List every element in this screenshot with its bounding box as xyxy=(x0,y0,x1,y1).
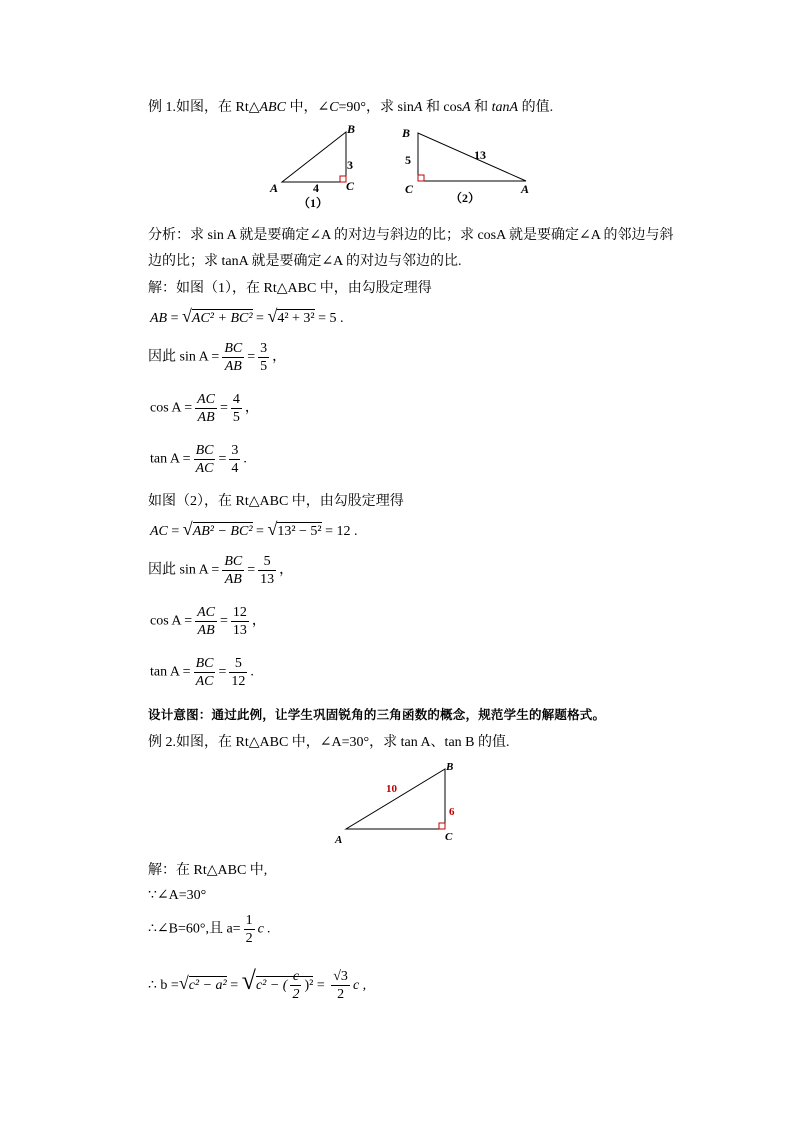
tan1-vden: 4 xyxy=(231,461,239,476)
example1-abc: ABC xyxy=(259,100,286,115)
tan1-num: BC xyxy=(195,443,214,458)
tan1-vnum: 3 xyxy=(231,443,239,458)
step2-num: √3 xyxy=(333,969,348,985)
sin2-value xyxy=(258,553,276,588)
eq-ab-radicand-2: 4² + 3² xyxy=(277,311,315,326)
side-ab-label-2: 13 xyxy=(474,148,486,162)
design-intent: 设计意图：通过此例，让学生巩固锐角的三角函数的概念，规范学生的解题格式。 xyxy=(148,707,606,722)
sin2-den: AB xyxy=(224,572,242,587)
side-ac-label-1: 4 xyxy=(313,181,319,195)
eq-ab-lhs: AB xyxy=(150,311,168,326)
cos1-num: AC xyxy=(197,392,216,407)
sin1-den: AB xyxy=(224,359,242,374)
figure-1-caption: （1） xyxy=(298,196,329,210)
sqrt-symbol: √ xyxy=(241,966,256,995)
solution2-intro: 如图（2），在 Rt△ABC 中，由勾股定理得 xyxy=(148,494,404,509)
solution2-tan xyxy=(150,655,254,690)
step1-den: 2 xyxy=(245,931,253,946)
sqrt-symbol: √ xyxy=(178,973,189,993)
eq-ab-radicand-1: AC² + BC² xyxy=(191,311,253,326)
solution1-tan xyxy=(150,442,247,477)
tan1-eq: = xyxy=(218,451,227,467)
step2-radicand-1: c² − a² xyxy=(188,978,227,993)
cos1-end: ， xyxy=(244,400,259,416)
vertex-b-label-1: B xyxy=(347,122,356,136)
example1-a2: A xyxy=(462,100,471,115)
triangle-1-shape xyxy=(282,132,346,182)
solution1-cos xyxy=(150,391,259,426)
sin2-prefix: 因此 sin A = xyxy=(148,562,220,578)
cos2-vnum: 12 xyxy=(232,605,247,620)
eq-ac-eq1: = xyxy=(167,524,183,539)
side-bc-label-3: 6 xyxy=(449,806,455,818)
example1-tana: tanA xyxy=(491,100,519,115)
solution3-step1 xyxy=(148,912,271,947)
sin1-value xyxy=(258,340,269,375)
vertex-c-label-3: C xyxy=(445,831,453,843)
step1-fraction xyxy=(244,912,255,947)
tan1-end: . xyxy=(243,451,247,467)
sin2-vnum: 5 xyxy=(258,553,276,571)
solution3-because: ∵∠A=30° xyxy=(148,888,207,903)
sin1-fraction xyxy=(222,340,244,375)
sin1-vden: 5 xyxy=(260,359,268,374)
vertex-a-label-2: A xyxy=(521,182,530,196)
triangle-figure-2 xyxy=(396,120,546,210)
cos1-den: AB xyxy=(197,410,215,425)
cos1-vden: 5 xyxy=(232,410,240,425)
sin2-vden: 13 xyxy=(260,572,275,587)
step2-rad2-num: c xyxy=(290,968,301,986)
right-angle-mark-3 xyxy=(439,823,445,829)
step2-eq2: = xyxy=(313,978,329,993)
tan1-fraction xyxy=(194,442,216,477)
cos1-fraction xyxy=(195,391,217,426)
sin1-prefix: 因此 sin A = xyxy=(148,349,220,365)
cos2-value xyxy=(231,604,249,639)
eq-ac-eq2: = xyxy=(252,524,268,539)
cos1-vnum: 4 xyxy=(232,392,240,407)
eq-ac-result: = 12 . xyxy=(321,524,358,539)
solution3-step2 xyxy=(148,966,366,1003)
example1-text-5: 和 xyxy=(470,100,492,115)
vertex-c-label-1: C xyxy=(346,179,355,193)
side-bc-label-1: 3 xyxy=(347,158,353,172)
cos1-eq: = xyxy=(220,400,228,416)
triangle-figure-3 xyxy=(330,755,470,850)
step2-rad2-fraction xyxy=(290,968,301,1003)
example1-text-6: 的值. xyxy=(518,100,554,115)
solution1-sin xyxy=(148,340,286,375)
example1-a1: A xyxy=(413,100,423,115)
sin2-fraction xyxy=(222,553,244,588)
sin1-vnum: 3 xyxy=(260,341,268,356)
triangle-3-shape xyxy=(346,769,445,829)
tan2-end: . xyxy=(250,664,254,680)
vertex-b-label-3: B xyxy=(446,761,454,773)
cos2-end: ， xyxy=(251,613,266,629)
tan2-prefix: tan A = xyxy=(150,664,191,680)
solution2-cos xyxy=(150,604,266,639)
tan2-eq: = xyxy=(218,664,227,680)
example1-heading xyxy=(148,96,553,116)
eq-ac-lhs: AC xyxy=(150,524,168,539)
vertex-a-label-3: A xyxy=(335,834,343,846)
cos1-value xyxy=(231,391,242,426)
cos2-den: AB xyxy=(197,623,215,638)
tan1-den: AC xyxy=(195,461,214,476)
triangle-2-shape xyxy=(418,133,526,181)
cos2-eq: = xyxy=(220,613,228,629)
step2-end: c , xyxy=(352,978,367,993)
example1-text-1: 例 1.如图，在 Rt△ xyxy=(148,100,260,115)
tan2-vden: 12 xyxy=(231,674,246,689)
eq-ac-radicand-2: 13² − 5² xyxy=(277,524,322,539)
solution1-ab-equation xyxy=(150,306,344,327)
step2-rad2-b: )² xyxy=(304,978,314,993)
tan2-den: AC xyxy=(195,674,214,689)
eq-ac-radicand-1: AB² − BC² xyxy=(192,524,253,539)
sin2-eq: = xyxy=(247,562,256,578)
sin2-end: ， xyxy=(279,562,294,578)
vertex-b-label-2: B xyxy=(402,126,411,140)
step2-fraction xyxy=(331,968,350,1003)
sin1-num: BC xyxy=(224,341,243,356)
sqrt-symbol: √ xyxy=(182,519,193,539)
sqrt-symbol: √ xyxy=(267,519,278,539)
triangle-figure-1 xyxy=(262,120,372,215)
example1-text-3: =90°，求 sin xyxy=(338,100,414,115)
eq-ab-eq2: = xyxy=(252,311,268,326)
solution1-intro: 解：如图（1），在 Rt△ABC 中，由勾股定理得 xyxy=(148,281,432,296)
eq-ab-result: = 5 . xyxy=(314,311,344,326)
solution3-intro: 解：在 Rt△ABC 中, xyxy=(148,863,268,878)
step1-prefix: ∴∠B=60°,且 a= xyxy=(148,921,241,937)
cos1-prefix: cos A = xyxy=(150,400,193,416)
tan2-vnum: 5 xyxy=(229,655,247,673)
step2-prefix: ∴ b = xyxy=(148,978,179,993)
tan1-value xyxy=(229,442,240,477)
sin1-eq: = xyxy=(247,349,256,365)
step2-den: 2 xyxy=(337,987,345,1003)
sin1-end: ， xyxy=(272,349,287,365)
cos2-vden: 13 xyxy=(232,623,247,638)
example1-c: C xyxy=(329,100,339,115)
solution2-ac-equation xyxy=(150,519,358,540)
figure-2-caption: （2） xyxy=(450,191,481,205)
right-angle-mark-2 xyxy=(418,175,424,181)
vertex-c-label-2: C xyxy=(405,182,414,196)
step2-rad2-den: 2 xyxy=(292,987,300,1003)
tan2-fraction xyxy=(194,655,216,690)
sin2-num: BC xyxy=(224,554,243,569)
step1-num: 1 xyxy=(245,913,253,928)
sqrt-symbol: √ xyxy=(267,306,278,326)
step2-eq: = xyxy=(226,978,242,993)
side-bc-label-2: 5 xyxy=(405,153,411,167)
cos2-num: AC xyxy=(197,605,216,620)
tan1-prefix: tan A = xyxy=(150,451,191,467)
solution2-sin xyxy=(148,553,293,588)
step2-radicand-2 xyxy=(255,969,314,1003)
sqrt-symbol: √ xyxy=(182,306,192,326)
example2-heading: 例 2.如图，在 Rt△ABC 中，∠A=30°，求 tan A、tan B 的值. xyxy=(148,735,510,750)
example1-text-2: 中，∠ xyxy=(285,100,330,115)
step1-end: c . xyxy=(257,921,271,937)
tan2-value xyxy=(229,655,247,690)
analysis-line-1: 分析：求 sin A 就是要确定∠A 的对边与斜边的比；求 cosA 就是要确定∠A 的邻边与斜 xyxy=(148,228,674,243)
eq-ab-eq1: = xyxy=(167,311,183,326)
step2-rad2-a: c² − ( xyxy=(255,978,288,993)
cos2-fraction xyxy=(195,604,217,639)
cos2-prefix: cos A = xyxy=(150,613,193,629)
tan2-num: BC xyxy=(195,656,214,671)
side-ab-label-3: 10 xyxy=(386,783,397,795)
example1-text-4: 和 cos xyxy=(422,100,463,115)
analysis-line-2: 边的比；求 tanA 就是要确定∠A 的对边与邻边的比. xyxy=(148,254,462,269)
vertex-a-label-1: A xyxy=(270,181,279,195)
